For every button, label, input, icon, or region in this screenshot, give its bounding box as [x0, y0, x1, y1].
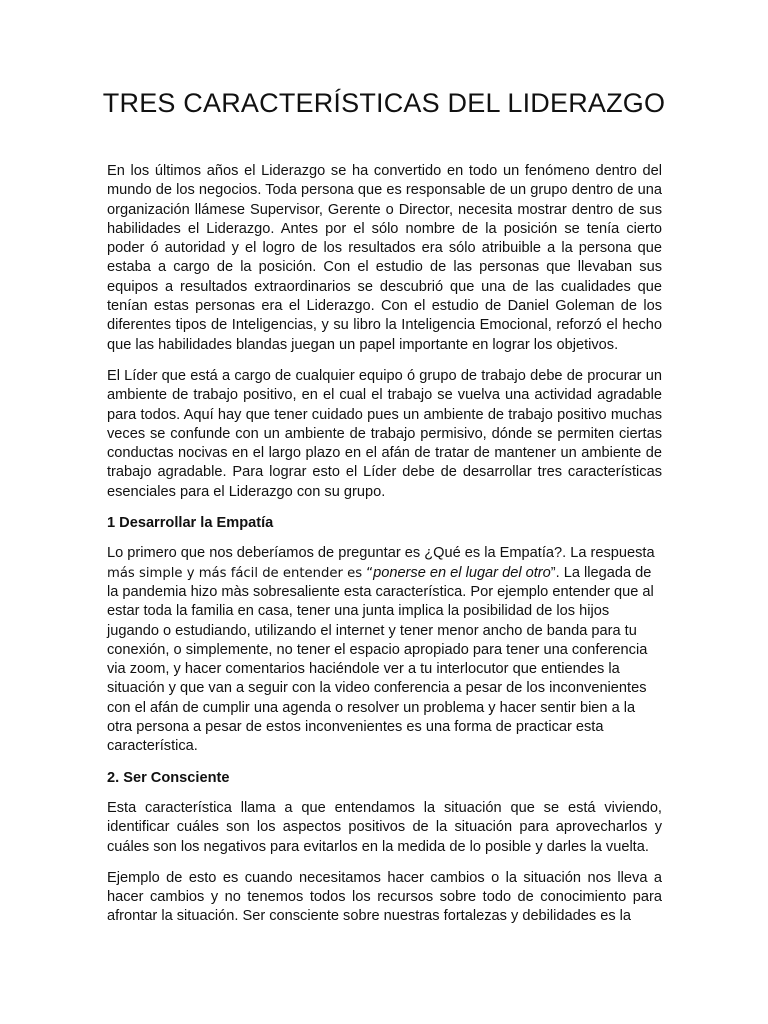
leader-paragraph: El Líder que está a cargo de cualquier equipo ó grupo de trabajo debe de procurar un ambiente de trabajo positivo, en el cual el trabajo se vuelva una actividad agradable para todos. Aquí hay que tener cuidado pues un ambiente de trabajo positivo muchas veces se confunde con un ambiente de trabajo permisivo, dónde se permiten ciertas conductas nocivas en el largo plazo en el afán de tratar de mantener un ambiente de trabajo agradable. Para lograr esto el Líder debe de desarrollar tres características esenciales para el Liderazgo con su grupo.: [107, 367, 662, 500]
intro-paragraph: En los últimos años el Liderazgo se ha convertido en todo un fenómeno dentro del mundo de los negocios. Toda persona que es responsable de un grupo dentro de una organización llámese Supervisor, Gerente o Director, necesita mostrar dentro de sus habilidades el Liderazgo. Antes por el sólo nombre de la posición se tenía cierto poder ó autoridad y el logro de los resultados era sólo atribuible a la persona que estaba a cargo de la posición. Con el estudio de las personas que llevaban sus equipos a resultados extraordinarios se descubrió que una de las cualidades que tenían estas personas era el Liderazgo. Con el estudio de Daniel Goleman de los diferentes tipos de Inteligencias, y su libro la Inteligencia Emocional, reforzó el hecho que las habilidades blandas juegan un papel importante en lograr los objetivos.: [107, 163, 662, 353]
section-1-heading: 1 Desarrollar la Empatía: [107, 515, 274, 532]
empathy-quote: ponerse en el lugar del otro: [373, 564, 551, 581]
empathy-text-part3: ”. La llegada de la pandemia hizo màs sobresaliente esta característica. Por ejemplo entender que al estar toda la familia en casa, tener una junta implica la posibilidad de los hijos jugando o estudiando, utilizando el internet y tener menor ancho de banda para tu conexión, o simplemente, no tener el espacio apropiado para tener una conferencia via zoom, y hacer comentarios haciéndole ver a tu interlocutor que entiendes la situación y que van a seguir con la video conferencia a pesar de los inconvenientes con el afán de cumplir una agenda o resolver un problema y hacer sentir bien a la otra persona a pesar de estos inconvenientes es una forma de practicar esta característica.: [107, 564, 654, 755]
section-2-paragraph-1: Esta característica llama a que entendamos la situación que se está viviendo, identificar cuáles son los aspectos positivos de la situación para aprovecharlos y cuáles son los negativos para evitarlos en la medida de lo posible y darles la vuelta.: [107, 799, 662, 855]
section-1-paragraph: [107, 544, 662, 756]
document-body: [107, 162, 662, 939]
empathy-text-part1: Lo primero que nos deberíamos de preguntar es ¿Qué es la Empatía?. La respuesta: [107, 545, 655, 562]
page-title: TRES CARACTERÍSTICAS DEL LIDERAZGO: [102, 88, 666, 118]
empathy-text-part2: más simple y más fácil de entender es “: [107, 565, 374, 581]
section-2-paragraph-2: Ejemplo de esto es cuando necesitamos hacer cambios o la situación nos lleva a hacer cambios y no tenemos todos los recursos sobre todo de conocimiento para afrontar la situación. Ser consciente sobre nuestras fortalezas y debilidades es la: [107, 869, 662, 925]
section-2-heading: 2. Ser Consciente: [107, 769, 230, 786]
